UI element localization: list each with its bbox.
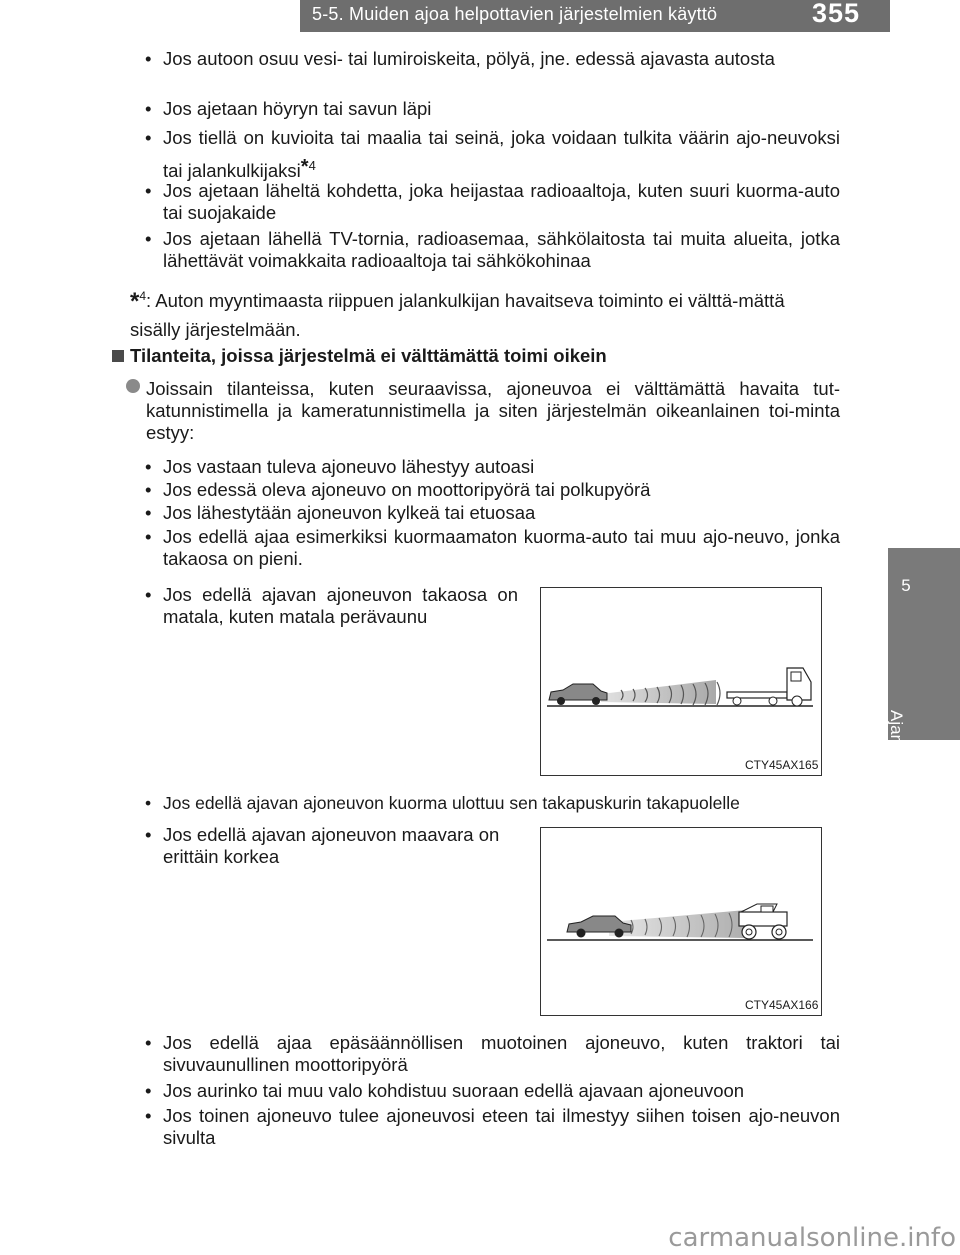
list-item: • Jos edellä ajavan ajoneuvon takaosa on matala, kuten matala perävaunu xyxy=(145,584,518,627)
section-heading: Tilanteita, joissa järjestelmä ei välttämättä toimi oikein xyxy=(112,345,607,367)
intro-paragraph: Joissain tilanteissa, kuten seuraavissa, ajoneuvoa ei välttämättä havaita tut-katunnistimella ja kameratunnistimella ja siten järjestelmän oikeanlainen toi-minta estyy: xyxy=(146,378,840,443)
figure-code: CTY45AX165 xyxy=(745,758,819,772)
list-item: • Jos edellä ajavan ajoneuvon kuorma ulottuu sen takapuskurin takapuolelle xyxy=(145,793,740,813)
low-trailer-icon xyxy=(727,692,787,705)
page-number: 355 xyxy=(812,0,861,28)
high-clearance-diagram xyxy=(541,828,821,1015)
footnote-star: * xyxy=(300,156,309,179)
list-item: • Jos ajetaan läheltä kohdetta, joka heijastaa radioaaltoja, kuten suuri kuorma-auto tai suojakaide xyxy=(145,180,840,223)
list-item: • Jos lähestytään ajoneuvon kylkeä tai etuosaa xyxy=(145,502,536,523)
list-item: • Jos ajetaan lähellä TV-tornia, radioasemaa, sähkölaitosta tai muita alueita, jotka lähettävät voimakkaita radioaaltoja tai sähkökohinaa xyxy=(145,228,840,271)
footnote-text: : Auton myyntimaasta riippuen jalankulkijan havaitseva toiminto ei välttä-mättä sisälly järjestelmään. xyxy=(130,290,785,341)
list-item: • Jos tiellä on kuvioita tai maalia tai seinä, joka voidaan tulkita väärin ajo-neuvoksi tai jalankulkijaksi*$^4$ xyxy=(145,127,840,182)
watermark: carmanualsonline.info xyxy=(668,1223,956,1253)
list-item: • Jos aurinko tai muu valo kohdistuu suoraan edellä ajavaan ajoneuvoon xyxy=(145,1080,745,1101)
illustration-high-clearance xyxy=(540,827,822,1016)
list-item: • Jos vastaan tuleva ajoneuvo lähestyy autoasi xyxy=(145,456,535,477)
square-bullet-icon xyxy=(112,350,124,362)
low-trailer-diagram xyxy=(541,588,821,775)
footnote-marker: 4 xyxy=(139,289,147,303)
truck-icon xyxy=(787,668,811,706)
section-title: 5-5. Muiden ajoa helpottavien järjestelmien käyttö xyxy=(312,4,718,24)
ego-car-icon xyxy=(549,684,607,705)
chapter-title: Ajaminen xyxy=(887,710,906,781)
chapter-number: 5 xyxy=(901,576,911,595)
list-item: • Jos autoon osuu vesi- tai lumiroiskeita, pölyä, jne. edessä ajavasta autosta xyxy=(145,48,775,69)
list-item: • Jos edellä ajaa esimerkiksi kuormaamaton kuorma-auto tai muu ajo-neuvo, jonka takaosa on pieni. xyxy=(145,526,840,569)
list-item: • Jos toinen ajoneuvo tulee ajoneuvosi eteen tai ilmestyy siihen toisen ajo-neuvon sivulta xyxy=(145,1105,840,1148)
footnote xyxy=(130,282,840,344)
circle-bullet-icon xyxy=(126,379,140,393)
illustration-low-trailer xyxy=(540,587,822,776)
footnote-star: * xyxy=(130,288,140,316)
list-item: • Jos edellä ajaa epäsäännöllisen muotoinen ajoneuvo, kuten traktori tai sivuvaunullinen moottoripyörä xyxy=(145,1032,840,1075)
figure-code: CTY45AX166 xyxy=(745,998,819,1012)
list-item: • Jos edellä ajavan ajoneuvon maavara on erittäin korkea xyxy=(145,824,500,867)
footnote-ref: 4 xyxy=(308,158,316,173)
high-clearance-vehicle-icon xyxy=(739,904,787,939)
list-item: • Jos ajetaan höyryn tai savun läpi xyxy=(145,98,432,119)
ego-car-icon xyxy=(567,916,631,938)
list-item: • Jos edessä oleva ajoneuvo on moottoripyörä tai polkupyörä xyxy=(145,479,651,500)
